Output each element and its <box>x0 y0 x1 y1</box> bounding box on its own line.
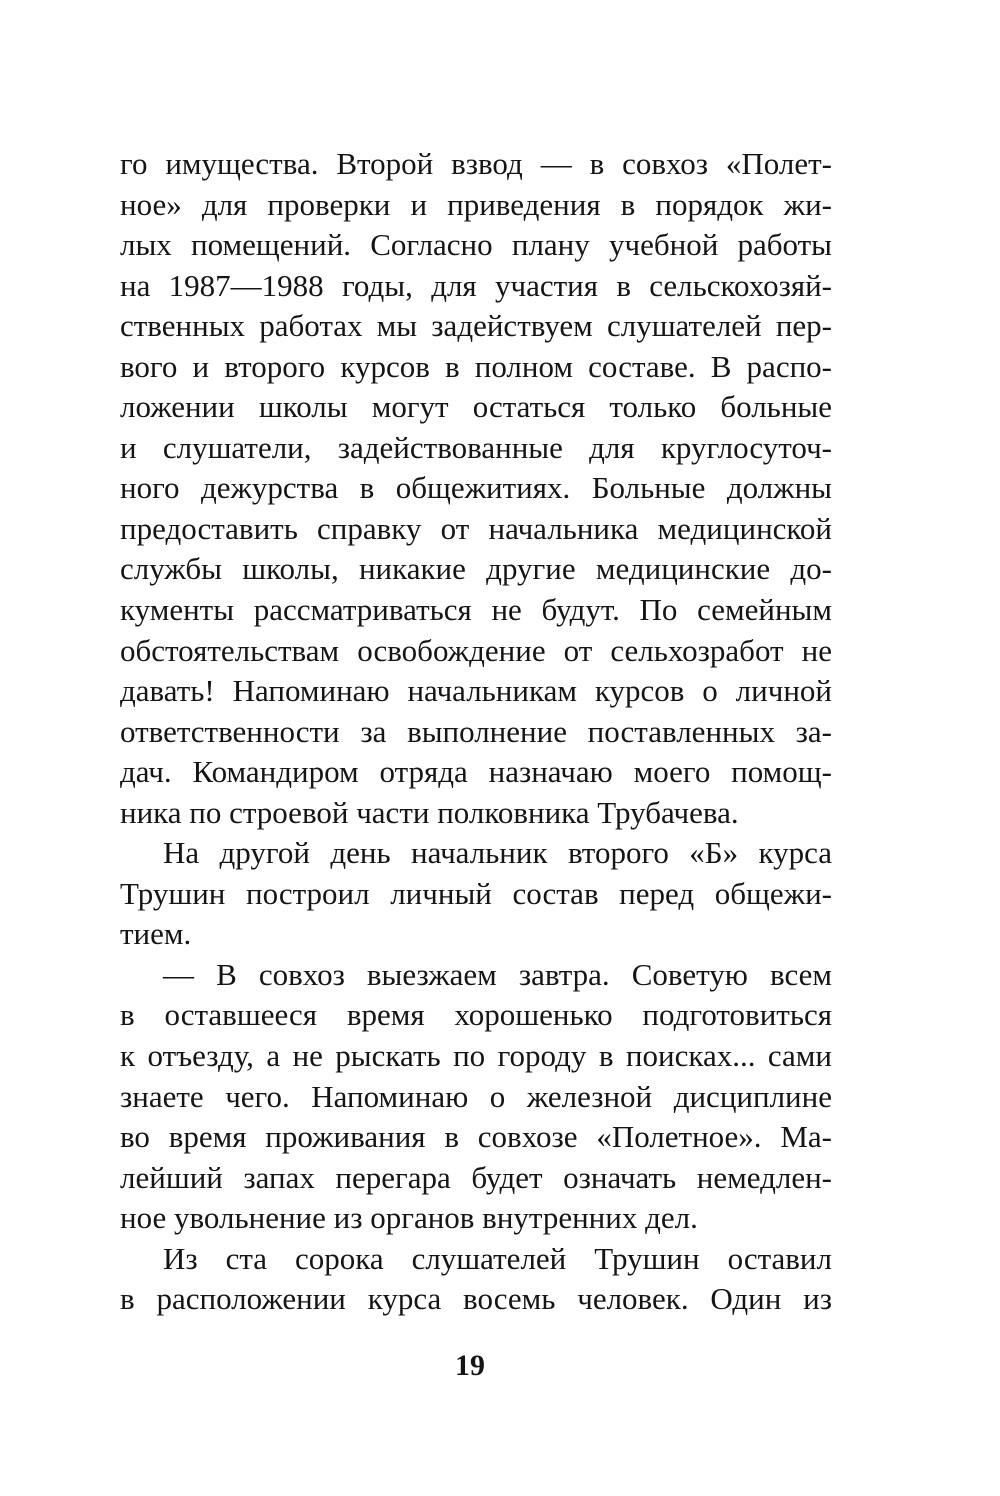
text-line: знаете чего. Напоминаю о железной дисциплине <box>120 1078 832 1114</box>
text-line: на 1987—1988 годы, для участия в сельскохозяй- <box>120 267 832 303</box>
body-text <box>120 144 832 1320</box>
text-line: тием. <box>120 916 192 952</box>
text-line: ложении школы могут остаться только больные <box>120 389 832 425</box>
text-line: лых помещений. Согласно плану учебной работы <box>120 227 832 263</box>
text-line: дач. Командиром отряда назначаю моего помощ- <box>120 754 832 790</box>
text-line: Трушин построил личный состав перед общежи- <box>120 875 832 911</box>
page-number: 19 <box>455 1349 485 1382</box>
text-line: обстоятельствам освобождение от сельхозработ не <box>120 632 832 668</box>
text-line: предоставить справку от начальника медицинской <box>120 510 832 546</box>
text-line: ника по строевой части полковника Трубачева. <box>120 794 739 830</box>
text-line: ное» для проверки и приведения в порядок жи- <box>120 186 832 222</box>
text-line: ственных работах мы задействуем слушателей пер- <box>120 308 832 344</box>
text-line: вого и второго курсов в полном составе. В распо- <box>120 348 832 384</box>
text-line: На другой день начальник второго «Б» курса <box>163 835 832 871</box>
text-line: и слушатели, задействованные для круглосуточ- <box>120 429 832 465</box>
text-line: к отъезду, а не рыскать по городу в поисках... сами <box>120 1038 832 1074</box>
text-line: ного дежурства в общежитиях. Больные должны <box>120 470 832 506</box>
text-line: в оставшееся время хорошенько подготовиться <box>120 997 832 1033</box>
text-line: Из ста сорока слушателей Трушин оставил <box>163 1240 832 1276</box>
text-line: — В совхоз выезжаем завтра. Советую всем <box>163 956 832 992</box>
text-line: го имущества. Второй взвод — в совхоз «Полет- <box>120 146 832 181</box>
text-line: во время проживания в совхозе «Полетное». Ма- <box>120 1119 832 1155</box>
text-line: давать! Напоминаю начальникам курсов о личной <box>120 673 832 709</box>
text-line: ответственности за выполнение поставленных за- <box>120 713 832 749</box>
text-line: в расположении курса восемь человек. Один из <box>120 1281 832 1317</box>
paragraph-p3 <box>120 955 832 1239</box>
paragraph-p1 <box>120 144 832 833</box>
text-line: службы школы, никакие другие медицинские до- <box>120 551 832 587</box>
paragraph-p2 <box>120 833 832 955</box>
paragraph-p4 <box>120 1239 832 1320</box>
text-line: ное увольнение из органов внутренних дел. <box>120 1200 698 1236</box>
text-line: лейший запах перегара будет означать немедлен- <box>120 1159 832 1195</box>
text-line: кументы рассматриваться не будут. По семейным <box>120 592 832 628</box>
